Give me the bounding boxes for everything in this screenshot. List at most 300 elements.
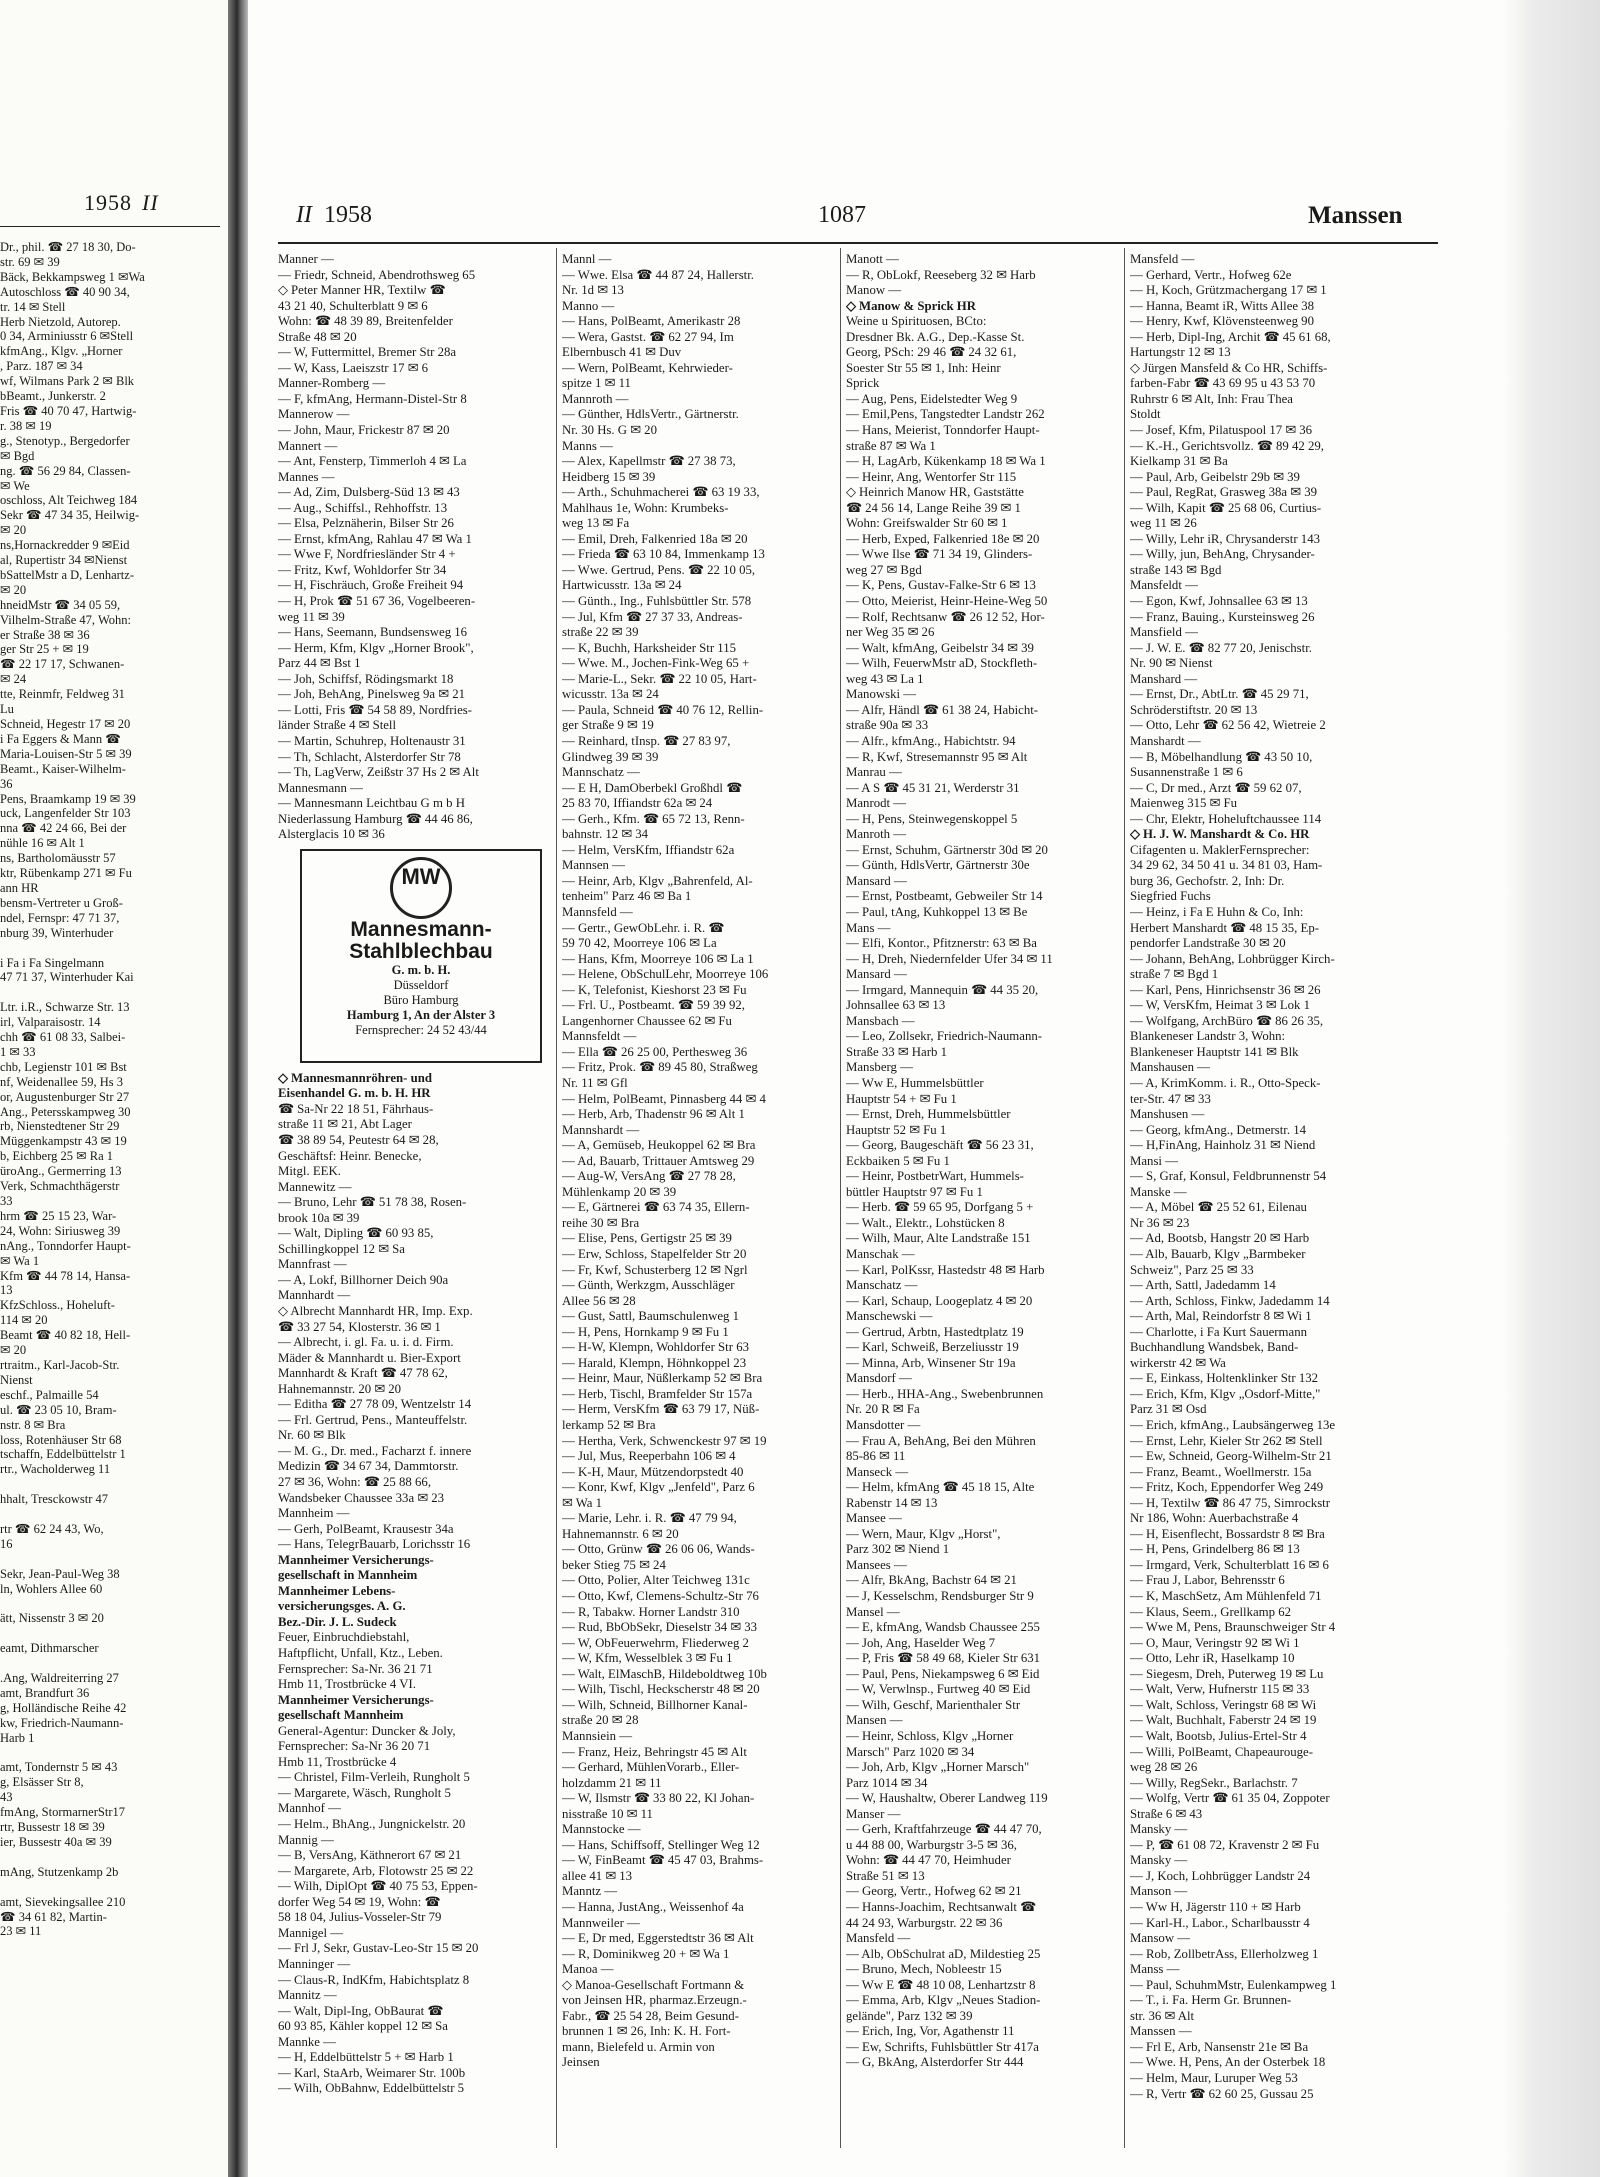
left-page-line: rtr., Wacholderweg 11 [0,1462,111,1477]
directory-entry-line: — K, Telefonist, Kieshorst 23 ✉ Fu [562,982,747,997]
directory-entry-line: — Rud, BbObSekr, Dieselstr 34 ✉ 33 [562,1620,758,1635]
directory-entry-line: — C, Dr med., Arzt ☎ 59 62 07, [1130,780,1302,795]
directory-entry-line: weg 28 ✉ 26 [1130,1760,1198,1775]
directory-entry-line: — Egon, Kwf, Johnsallee 63 ✉ 13 [1130,594,1308,609]
directory-entry-line: Mansbach — [846,1013,915,1028]
directory-entry-line: Manshusen — [1130,1107,1205,1122]
directory-entry-line: — Th, LagVerw, Zeißstr 37 Hs 2 ✉ Alt [278,765,479,780]
directory-entry-line: — E, Dr med, Eggerstedtstr 36 ✉ Alt [562,1931,754,1946]
directory-entry-line: — W, Haushaltw, Oberer Landweg 119 [846,1791,1048,1806]
left-page-line: nburg 39, Winterhuder [0,925,114,940]
directory-entry-line: Mannitz — [278,1988,337,2003]
directory-entry-line: — Harald, Klempn, Höhnkoppel 23 [562,1355,747,1370]
directory-entry-line: Manner — [278,252,334,266]
left-page-line: bBeamt., Junkerstr. 2 [0,389,106,404]
directory-entry-line: Glindweg 39 ✉ 39 [562,749,659,764]
directory-entry-line: Straße 51 ✉ 13 [846,1868,925,1883]
left-page-line: ann HR [0,880,39,895]
directory-entry-line: Mannl — [562,252,612,266]
directory-entry-line: büttler Hauptstr 97 ✉ Fu 1 [846,1184,983,1199]
directory-entry-line: — Herb., HHA-Ang., Swebenbrunnen [846,1386,1044,1401]
directory-column-4 [1130,252,1409,2102]
directory-entry-line: — Marie, Lehr. i. R. ☎ 47 79 94, [562,1511,737,1526]
right-page [248,0,1600,2177]
left-page-line: ☎ 34 61 82, Martin- [0,1909,107,1924]
directory-entry-line: — Wwe. M., Jochen-Fink-Weg 65 + [562,656,750,671]
directory-entry-line: — John, Maur, Frickestr 87 ✉ 20 [278,423,450,438]
directory-entry-line: Mansdotter — [846,1418,921,1433]
directory-entry-line: straße 7 ✉ Bgd 1 [1130,967,1219,982]
directory-entry-line: — Ernst, kfmAng, Rahlau 47 ✉ Wa 1 [278,531,472,546]
directory-entry-line: — Franz, Beamt., Woellmerstr. 15a [1130,1464,1312,1479]
directory-entry-line: versicherungsges. A. G. [278,1599,406,1614]
left-page-line: ✉ 20 [0,1343,27,1358]
directory-entry-line: Manninger — [278,1956,351,1971]
directory-entry-line: — J, Kesselschm, Rendsburger Str 9 [846,1589,1034,1604]
directory-entry-line: — H, Pens, Grindelberg 86 ✉ 13 [1130,1542,1300,1557]
directory-entry-line: Maienweg 315 ✉ Fu [1130,796,1238,811]
directory-entry-line: — Frau A, BehAng, Bei den Mühren [846,1433,1036,1448]
mw-logo-icon [390,857,452,919]
directory-entry-line: — Irmgard, Verk, Schulterblatt 16 ✉ 6 [1130,1557,1329,1572]
left-page-line: 1 ✉ 33 [0,1044,36,1059]
directory-entry-line: Mansard — [846,967,907,982]
left-page-line: or, Augustenburger Str 27 [0,1089,130,1104]
left-page-line: KfzSchloss., Hoheluft- [0,1298,115,1313]
directory-entry-line: — Paul, tAng, Kuhkoppel 13 ✉ Be [846,904,1028,919]
logo-letters: MW [401,863,441,889]
page-number: 1087 [818,202,866,228]
directory-entry-line: Buchhandlung Wandsbek, Band- [1130,1340,1299,1355]
ad-phone: Fernsprecher: 24 52 43/44 [355,1022,487,1037]
directory-entry-line: — Rob, ZollbetrAss, Ellerholzweg 1 [1130,1946,1319,1961]
directory-entry-line: — Günth, HdlsVertr, Gärtnerstr 30e [846,858,1030,873]
directory-entry-line: — Hertha, Verk, Schwenckestr 97 ✉ 19 [562,1433,767,1448]
directory-entry-line: Weine u Spirituosen, BCto: [846,314,987,329]
left-page-line: nstr. 8 ✉ Bra [0,1417,66,1432]
directory-entry-line: Straße 48 ✉ 20 [278,329,357,344]
directory-entry-line: Manroth — [846,827,907,842]
directory-entry-line: Mannhardt & Kraft ☎ 47 78 62, [278,1366,448,1381]
left-page-line: .Ang, Waldreiterring 27 [0,1671,119,1685]
directory-entry-line: Mannheimer Versicherungs- [278,1692,434,1707]
directory-entry-line: Mannsen — [562,858,625,873]
directory-entry-line: — J, Koch, Lohbrügger Landstr 24 [1130,1868,1311,1883]
directory-entry-line: — Willy, RegSekr., Barlachstr. 7 [1130,1775,1298,1790]
directory-entry-line: Parz 31 ✉ Osd [1130,1402,1207,1417]
directory-entry-line: Mansdorf — [846,1371,912,1386]
left-page-line: rb, Nienstedtener Str 29 [0,1119,120,1134]
directory-entry-line: ✉ Wa 1 [562,1495,603,1510]
directory-entry-line: Manser — [846,1806,901,1821]
directory-entry-line: — H, Prok ☎ 51 67 36, Vogelbeeren- [278,594,476,609]
directory-entry-line: — Gust, Sattl, Baumschulenweg 1 [562,1309,740,1324]
directory-entry-line: Elbernbusch 41 ✉ Duv [562,345,682,360]
directory-entry-line: Manns — [562,438,613,453]
directory-entry-line: — Gerhard, MühlenVorarb., Eller- [562,1760,740,1775]
left-page-line: Ltr. i.R., Schwarze Str. 13 [0,1000,130,1015]
directory-entry-line: gesellschaft Mannheim [278,1708,404,1723]
directory-entry-line: — Helm, Maur, Luruper Weg 53 [1130,2070,1298,2085]
directory-entry-line: Stoldt [1130,407,1161,422]
left-page-line: ☎ 22 17 17, Schwanen- [0,657,125,672]
directory-entry-line: spitze 1 ✉ 11 [562,376,631,391]
directory-entry-line: — Hans, PolBeamt, Amerikastr 28 [562,314,741,329]
directory-entry-line: — Frl E, Arb, Nansenstr 21e ✉ Ba [1130,2039,1309,2054]
directory-entry-line: — K.-H., Gerichtsvollz. ☎ 89 42 29, [1130,438,1325,453]
directory-entry-line: — Hans, TelegrBauarb, Lorichsstr 16 [278,1537,471,1552]
directory-entry-line: — Charlotte, i Fa Kurt Sauermann [1130,1324,1307,1339]
directory-entry-line: Fabr., ☎ 25 54 28, Beim Gesund- [562,2008,739,2023]
directory-entry-line: — H, Textilw ☎ 86 47 75, Simrockstr [1130,1495,1331,1510]
column-1-entries-top [278,252,557,843]
directory-entry-line: — Friedr, Schneid, Abendrothsweg 65 [278,267,476,282]
directory-entry-line: Mansfield — [1130,625,1198,640]
directory-entry-line: Mansberg — [846,1060,913,1075]
directory-entry-line: lerkamp 52 ✉ Bra [562,1418,656,1433]
directory-entry-line: — H, Pens, Hornkamp 9 ✉ Fu 1 [562,1324,729,1339]
directory-entry-line: Kielkamp 31 ✉ Ba [1130,454,1228,469]
left-page-line: tr. 14 ✉ Stell [0,299,66,314]
directory-entry-line: — H, Fischräuch, Große Freiheit 94 [278,578,464,593]
directory-entry-line: bahnstr. 12 ✉ 34 [562,827,649,842]
left-page-line: wf, Wilmans Park 2 ✉ Blk [0,374,135,389]
directory-entry-line: allee 41 ✉ 13 [562,1868,633,1883]
directory-entry-line: — Herb, Tischl, Bramfelder Str 157a [562,1386,753,1401]
directory-entry-line: — Arth, Sattl, Jadedamm 14 [1130,1278,1276,1293]
directory-entry-line: — H, Eddelbüttelstr 5 + ✉ Harb 1 [278,2050,454,2065]
left-page-line: tschaffn, Eddelbüttelstr 1 [0,1447,126,1462]
left-page-line: amt, Sievekingsallee 210 [0,1894,126,1909]
directory-entry-line: — Herb, Arb, Thadenstr 96 ✉ Alt 1 [562,1107,745,1122]
directory-entry-line: länder Straße 4 ✉ Stell [278,718,397,733]
directory-entry-line: straße 90a ✉ 33 [846,718,929,733]
directory-entry-line: holzdamm 21 ✉ 11 [562,1775,662,1790]
directory-entry-line: Alsterglacis 10 ✉ 36 [278,827,385,842]
directory-entry-line: Hahnemannstr. 6 ✉ 20 [562,1526,679,1541]
left-page-line: ✉ Wa 1 [0,1253,40,1268]
left-page-line: nna ☎ 42 24 66, Bei der [0,821,127,836]
directory-entry-line: — Helm, kfmAng ☎ 45 18 15, Alte [846,1480,1035,1495]
directory-entry-line: — Otto, Kwf, Clemens-Schultz-Str 76 [562,1589,759,1604]
left-page-line: i Fa i Fa Singelmann [0,955,105,970]
left-page-rule [0,226,220,227]
directory-entry-line: Hartungstr 12 ✉ 13 [1130,345,1231,360]
directory-entry-line: gelände", Parz 132 ✉ 39 [846,2008,973,2023]
directory-entry-line: — Aug., Schiffsl., Rehhoffstr. 13 [278,500,448,515]
directory-entry-line: Jeinsen [562,2055,600,2070]
directory-entry-line: — W, FinBeamt ☎ 45 47 03, Brahms- [562,1853,764,1868]
directory-entry-line: ☎ Sa-Nr 22 18 51, Fährhaus- [278,1101,434,1116]
directory-entry-line: — J. W. E. ☎ 82 77 20, Jenischstr. [1130,640,1312,655]
directory-entry-line: Mansen — [846,1713,903,1728]
directory-entry-line: — A, Lokf, Billhorner Deich 90a [278,1272,449,1287]
left-page-line: ✉ We [0,478,30,493]
directory-entry-line: — F, kfmAng, Hermann-Distel-Str 8 [278,391,467,406]
directory-entry-line: — W, VersKfm, Heimat 3 ✉ Lok 1 [1130,998,1311,1013]
directory-entry-line: — Helm, PolBeamt, Pinnasberg 44 ✉ 4 [562,1091,766,1106]
directory-entry-line: ☎ 24 56 14, Lange Reihe 39 ✉ 1 [846,500,1021,515]
left-page-line: rtraitm., Karl-Jacob-Str. [0,1357,120,1372]
directory-entry-line: — Joh, Ang, Haselder Weg 7 [846,1635,996,1650]
directory-entry-line: Fernsprecher: Sa-Nr. 36 21 71 [278,1661,433,1676]
directory-entry-line: — Herm, VersKfm ☎ 63 79 17, Nüß- [562,1402,760,1417]
directory-entry-line: — Heinr, PostbetrWart, Hummels- [846,1169,1024,1184]
left-page-line: Pens, Braamkamp 19 ✉ 39 [0,791,136,806]
directory-entry-line: straße 20 ✉ 28 [562,1713,639,1728]
directory-entry-line: Rabenstr 14 ✉ 13 [846,1495,938,1510]
directory-entry-line: — Gerh, PolBeamt, Krausestr 34a [278,1521,454,1536]
directory-entry-line: — Wolfg, Vertr ☎ 61 35 04, Zoppoter [1130,1791,1330,1806]
directory-entry-line: — Frl. Gertrud, Pens., Manteuffelstr. [278,1412,468,1427]
left-page-line: Müggenkampstr 43 ✉ 19 [0,1134,127,1149]
left-page-line: amt, Tondernstr 5 ✉ 43 [0,1760,118,1775]
directory-entry-line: — Rolf, Rechtsanw ☎ 26 12 52, Hor- [846,609,1045,624]
ad-office: Büro Hamburg [383,992,459,1007]
directory-entry-line: Mannroth — [562,391,629,406]
directory-entry-line: Mansfeld — [846,1931,911,1946]
directory-entry-line: — Hans, Meierist, Tonndorfer Haupt- [846,423,1040,438]
directory-entry-line: — Th, Schlacht, Alsterdorfer Str 78 [278,749,461,764]
directory-entry-line: ☎ 33 27 54, Klosterstr. 36 ✉ 1 [278,1319,441,1334]
directory-entry-line: — E, Gärtnerei ☎ 63 74 35, Ellern- [562,1200,750,1215]
directory-entry-line: Mannsfeldt — [562,1029,637,1044]
left-page-line: Ang., Petersskampweg 30 [0,1104,131,1119]
left-page-line: 16 [0,1536,13,1551]
left-page-line: rtr ☎ 62 24 43, Wo, [0,1521,104,1536]
directory-entry-line: — Ad, Bootsb, Hangstr 20 ✉ Harb [1130,1231,1310,1246]
directory-entry-line: — Ant, Fensterp, Timmerloh 4 ✉ La [278,454,467,469]
left-page-line: i Fa Eggers & Mann ☎ [0,731,121,746]
directory-entry-line: — B, Möbelhandlung ☎ 43 50 10, [1130,749,1313,764]
directory-entry-line: Mansees — [846,1557,907,1572]
left-page-line: Maria-Louisen-Str 5 ✉ 39 [0,746,132,761]
directory-entry-line: reihe 30 ✉ Bra [562,1215,640,1230]
directory-entry-line: — Georg, kfmAng., Detmerstr. 14 [1130,1122,1307,1137]
directory-entry-line: — Marie-L., Sekr. ☎ 22 10 05, Hart- [562,671,757,686]
directory-entry-line: Geschäftsf: Heinr. Benecke, [278,1148,422,1163]
directory-entry-line: straße 11 ✉ 21, Abt Lager [278,1117,412,1132]
left-page-line: uck, Langenfelder Str 103 [0,806,131,821]
directory-entry-line: — S, Graf, Konsul, Feldbrunnenstr 54 [1130,1169,1327,1184]
directory-entry-line: Mannweiler — [562,1915,640,1930]
left-page-line: tte, Reinmfr, Feldweg 31 [0,687,125,702]
directory-entry-line: — Aug, Pens, Eidelstedter Weg 9 [846,391,1018,406]
directory-entry-line: — Otto, Lehr ☎ 62 56 42, Wietreie 2 [1130,718,1326,733]
directory-entry-line: Ruhrstr 6 ✉ Alt, Inh: Frau Thea [1130,391,1293,406]
left-page-line [0,1596,220,1611]
directory-entry-line: 27 ✉ 36, Wohn: ☎ 25 88 66, [278,1475,432,1489]
left-page-line: rtr, Bussestr 18 ✉ 39 [0,1820,105,1835]
directory-entry-line: Wandsbeker Chaussee 33a ✉ 23 [278,1490,445,1505]
directory-entry-line: — Ella ☎ 26 25 00, Perthesweg 36 [562,1044,748,1059]
directory-entry-line: — Georg, Vertr., Hofweg 62 ✉ 21 [846,1884,1022,1899]
directory-entry-line: — Helm., BhAng., Jungnickelstr. 20 [278,1817,466,1832]
directory-entry-line: Manschatz — [846,1278,918,1293]
directory-entry-line: — Heinr, Arb, Klgv „Bahrenfeld, Al- [562,873,753,888]
directory-entry-line: Mühlenkamp 20 ✉ 39 [562,1184,677,1199]
directory-entry-line: u 44 88 00, Warburgstr 3-5 ✉ 36, [846,1837,1017,1852]
left-page-line: Bäck, Bekkampsweg 1 ✉Wa [0,269,145,284]
left-page-line: g., Stenotyp., Bergedorfer [0,433,130,448]
directory-entry-line: — W, ObFeuerwehrm, Fliederweg 2 [562,1635,749,1650]
directory-entry-line: — Günth., Ing., Fuhlsbüttler Str. 578 [562,594,752,609]
left-page-line: chb, Legienstr 101 ✉ Bst [0,1059,127,1074]
directory-entry-line: — K-H, Maur, Mützendorpstedt 40 [562,1464,744,1479]
directory-entry-line: — Willy, jun, BehAng, Chrysander- [1130,547,1315,562]
directory-entry-line: — Alb, ObSchulrat aD, Mildestieg 25 [846,1946,1041,1961]
directory-entry-line: — Fritz, Kwf, Wohldorfer Str 34 [278,562,447,577]
directory-entry-line: ger Straße 9 ✉ 19 [562,718,654,733]
directory-entry-line: — G, BkAng, Alsterdorfer Str 444 [846,2055,1024,2070]
directory-entry-line: Heidberg 15 ✉ 39 [562,469,656,484]
left-page-line: eschf., Palmaille 54 [0,1387,99,1402]
directory-entry-line: Manow — [846,283,902,298]
directory-entry-line: — P, ☎ 61 08 72, Kravenstr 2 ✉ Fu [1130,1837,1320,1852]
left-page-line: ier, Bussestr 40a ✉ 39 [0,1834,112,1849]
directory-entry-line: — Gerh., Kfm. ☎ 65 72 13, Renn- [562,811,745,826]
directory-entry-line: — Emil,Pens, Tangstedter Landstr 262 [846,407,1045,422]
left-page-line: Verk, Schmachthägerstr [0,1179,120,1194]
directory-entry-line: Manshausen — [1130,1060,1210,1075]
directory-entry-line: Blankeneser Landstr 3, Wohn: [1130,1029,1286,1044]
directory-entry-line: — Alb, Bauarb, Klgv „Barmbeker [1130,1247,1306,1261]
left-page-line: Autoschloss ☎ 40 90 34, [0,284,130,299]
directory-entry-line: — Jul, Mus, Reeperbahn 106 ✉ 4 [562,1449,736,1464]
left-page-line [0,1507,220,1522]
directory-entry-line: Mannfrast — [278,1257,347,1272]
directory-entry-line: — E, kfmAng, Wandsb Chaussee 255 [846,1620,1040,1635]
directory-entry-line: Manshardt — [1130,733,1201,748]
directory-entry-line: straße 143 ✉ Bgd [1130,562,1222,577]
directory-entry-line: weg 11 ✉ 39 [278,609,345,624]
directory-entry-line: — Ernst, Dr., AbtLtr. ☎ 45 29 71, [1130,687,1309,702]
directory-entry-line: — Ad, Zim, Dulsberg-Süd 13 ✉ 43 [278,485,460,500]
left-page-line [0,985,220,1000]
directory-entry-line: — Helene, ObSchulLehr, Moorreye 106 [562,967,769,982]
directory-entry-line: — R, Kwf, Stresemannstr 95 ✉ Alt [846,749,1028,764]
directory-entry-line: — Jul, Kfm ☎ 27 37 33, Andreas- [562,609,743,624]
left-page-line: , Parz. 187 ✉ 34 [0,359,83,374]
directory-entry-line: — R, ObLokf, Reeseberg 32 ✉ Harb [846,267,1036,282]
directory-entry-line: — H, Dreh, Niedernfelder Ufer 34 ✉ 11 [846,951,1053,966]
directory-entry-line: — Paula, Schneid ☎ 40 76 12, Rellin- [562,702,764,717]
left-page-line: ndel, Fernspr: 47 71 37, [0,910,120,925]
directory-entry-line: — Erich, Ing, Vor, Agathenstr 11 [846,2024,1015,2039]
directory-entry-line: Mansfeld — [1130,252,1195,266]
directory-entry-line: Mannheimer Versicherungs- [278,1552,434,1567]
directory-entry-line: — Herm, Kfm, Klgv „Horner Brook", [278,640,474,655]
left-page-line: Kfm ☎ 44 78 14, Hansa- [0,1268,131,1283]
directory-entry-line: 44 24 93, Warburgstr. 22 ✉ 36 [846,1915,1003,1930]
directory-entry-line: Hauptstr 54 + ✉ Fu 1 [846,1091,957,1106]
directory-entry-line: — Wwe M, Pens, Braunschweiger Str 4 [1130,1620,1336,1635]
directory-entry-line: Medizin ☎ 34 67 34, Dammtorstr. [278,1459,459,1474]
directory-entry-line: Eckbaiken 5 ✉ Fu 1 [846,1153,950,1168]
left-page-line: Vilhelm-Straße 47, Wohn: [0,612,131,627]
ad-form: G. m. b. H. [391,962,451,977]
directory-entry-line: — H, LagArb, Kükenkamp 18 ✉ Wa 1 [846,454,1046,469]
directory-entry-line: Blankeneser Hauptstr 141 ✉ Blk [1130,1044,1299,1059]
left-page-line: Herb Nietzold, Autorep. [0,314,121,329]
left-page-line: Nienst [0,1372,33,1387]
directory-entry-line: Hahnemannstr. 20 ✉ 20 [278,1381,402,1396]
directory-entry-line: ◇ Manoa-Gesellschaft Fortmann & [562,1977,745,1992]
directory-entry-line: — Erw, Schloss, Stapelfelder Str 20 [562,1247,747,1261]
directory-entry-line: ◇ Mannesmannröhren- und [278,1070,432,1085]
directory-entry-line: — P, Fris ☎ 58 49 68, Kieler Str 631 [846,1651,1041,1666]
directory-entry-line: — Heinr, Ang, Wentorfer Str 115 [846,469,1017,484]
directory-entry-line: dorfer Weg 54 ✉ 19, Wohn: ☎ [278,1894,441,1909]
directory-entry-line: — Hans, Kfm, Moorreye 106 ✉ La 1 [562,951,754,966]
directory-entry-line: — Frl J, Sekr, Gustav-Leo-Str 15 ✉ 20 [278,1941,479,1956]
directory-entry-line: — H, Pens, Steinwegenskoppel 5 [846,811,1018,826]
directory-entry-line: Allee 56 ✉ 28 [562,1293,636,1308]
directory-entry-line: — T., i. Fa. Herm Gr. Brunnen- [1130,1993,1292,2008]
directory-entry-line: — Johann, BehAng, Lohbrügger Kirch- [1130,951,1335,966]
directory-entry-line: — Minna, Arb, Winsener Str 19a [846,1355,1016,1370]
directory-column-3 [846,252,1125,2071]
directory-entry-line: Siegfried Fuchs [1130,889,1211,904]
directory-entry-line: — Irmgard, Mannequin ☎ 44 35 20, [846,982,1039,997]
left-page-line: 24, Wohn: Siriusweg 39 [0,1223,121,1238]
directory-entry-line: ☎ 38 89 54, Peutestr 64 ✉ 28, [278,1132,439,1147]
directory-entry-line: — E, Einkass, Holtenklinker Str 132 [1130,1371,1319,1386]
ad-name-2: Stahlblechbau [349,939,493,963]
left-page-line: oschloss, Alt Teichweg 184 [0,493,138,508]
directory-entry-line: — Henry, Kwf, Klövensteenweg 90 [1130,314,1314,329]
directory-entry-line: Wohn: Greifswalder Str 60 ✉ 1 [846,516,1008,531]
directory-entry-line: — Bruno, Mech, Nobleestr 15 [846,1962,1002,1977]
directory-entry-line: Manowski — [846,687,917,702]
left-page-year: 1958 [84,190,132,215]
directory-entry-line: 85-86 ✉ 11 [846,1449,906,1464]
directory-entry-line: — Karl, Schaup, Loogeplatz 4 ✉ 20 [846,1293,1033,1308]
directory-entry-line: — Konr, Kwf, Klgv „Jenfeld", Parz 6 [562,1480,755,1495]
directory-entry-line: Nr. 20 R ✉ Fa [846,1402,920,1417]
directory-entry-line: — Wwe. Gertrud, Pens. ☎ 22 10 05, [562,562,756,577]
directory-entry-line: Mannesmann — [278,780,363,795]
left-page-line: g, Holländische Reihe 42 [0,1700,127,1715]
directory-entry-line: — Herb. ☎ 59 65 95, Dorfgang 5 + [846,1200,1034,1215]
ad-address: Hamburg 1, An der Alster 3 [346,1007,496,1022]
directory-entry-line: — Walt, kfmAng, Geibelstr 34 ✉ 39 [846,640,1034,655]
directory-entry-line: — Fritz, Prok. ☎ 89 45 80, Straßweg [562,1060,758,1075]
directory-entry-line: — Wilh, DiplOpt ☎ 40 75 53, Eppen- [278,1879,478,1894]
left-page-line: ✉ 20 [0,582,27,597]
directory-entry-line: — Josef, Kfm, Pilatuspool 17 ✉ 36 [1130,423,1313,438]
left-page-line: 0 34, Arminiusstr 6 ✉Stell [0,329,134,344]
left-page-line: ✉ Bgd [0,448,35,463]
directory-entry-line: — Helm, VersKfm, Iffiandstr 62a [562,842,735,857]
directory-entry-line: Nr 186, Wohn: Auerbachstraße 4 [1130,1511,1299,1526]
directory-entry-line: — Wilh, Tischl, Heckscherstr 48 ✉ 20 [562,1682,760,1697]
left-page-line: eamt, Dithmarscher [0,1641,99,1656]
directory-entry-line: Straße 33 ✉ Harb 1 [846,1044,947,1059]
directory-entry-line: — A S ☎ 45 31 21, Werderstr 31 [846,780,1020,795]
directory-entry-line: — Karl, PolKssr, Hastedstr 48 ✉ Harb [846,1262,1045,1277]
directory-entry-line: Mannert — [278,438,338,453]
directory-entry-line: — Ernst, Dreh, Hummelsbüttler [846,1107,1011,1122]
left-page-line: 33 [0,1194,13,1208]
directory-entry-line: — Alfr, Händl ☎ 61 38 24, Habicht- [846,702,1039,717]
directory-entry-line: Mannsfeld — [562,904,633,919]
directory-entry-line: — Ernst, Schuhm, Gärtnerstr 30d ✉ 20 [846,842,1048,857]
directory-entry-line: — W, Futtermittel, Bremer Str 28a [278,345,457,360]
directory-entry-line: — Wwe. Elsa ☎ 44 87 24, Hallerstr. [562,267,754,282]
directory-entry-line: — Paul, RegRat, Grasweg 38a ✉ 39 [1130,485,1318,500]
directory-entry-line: Feuer, Einbruchdiebstahl, [278,1630,410,1645]
